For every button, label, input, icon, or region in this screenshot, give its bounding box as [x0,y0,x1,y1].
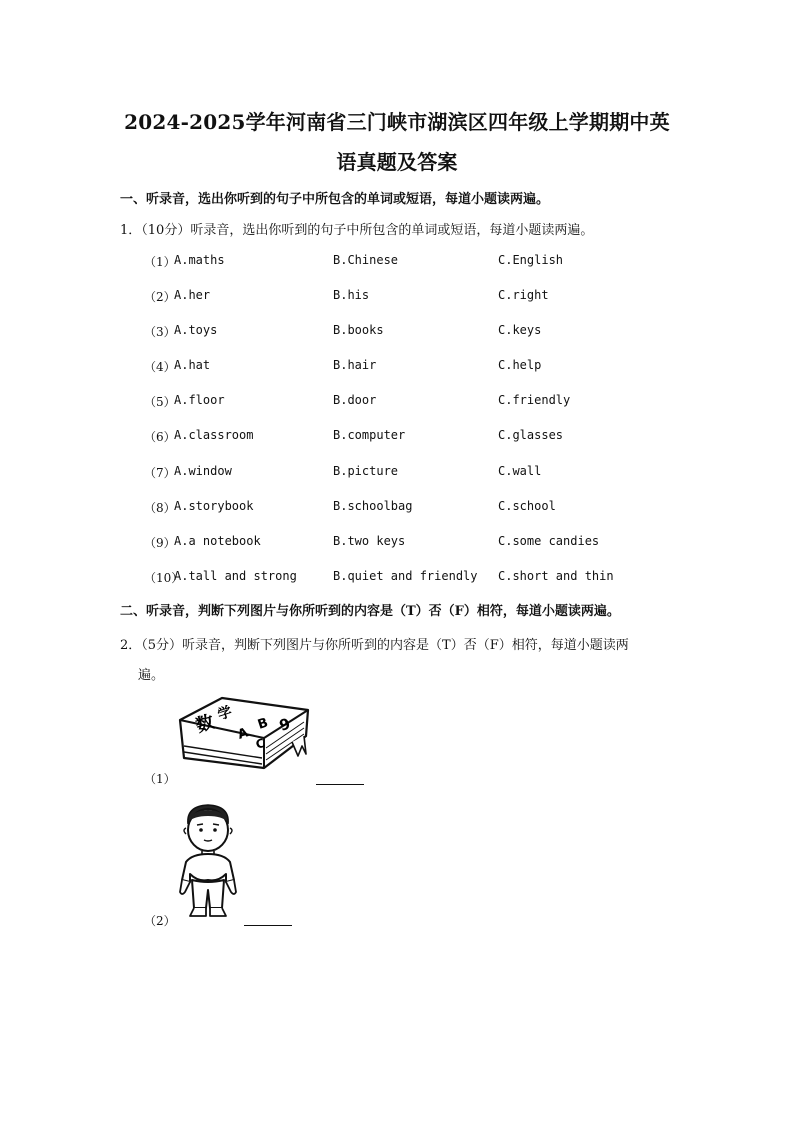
option-c: C.wall [498,464,542,478]
option-row [0,428,794,446]
option-b: B.Chinese [333,253,399,267]
option-row [0,323,794,341]
item-number: （2） [144,290,176,304]
option-c: C.right [498,288,549,302]
option-b: B.picture [333,464,399,478]
option-c: C.friendly [498,393,571,407]
book-text-char: 数 [193,711,217,737]
book-text-char: C [254,735,267,752]
question-2-text: 2．（5分）听录音，判断下列图片与你所听到的内容是（T）否（F）相符，每道小题读两 [120,638,629,653]
option-a: A.window [174,464,232,478]
option-row [0,253,794,271]
option-b: B.schoolbag [333,499,413,513]
item-number: （7） [144,466,176,480]
option-c: C.English [498,253,564,267]
option-b: B.quiet and friendly [333,569,478,583]
option-a: A.hat [174,358,211,372]
option-a: A.toys [174,323,218,337]
section-1-heading: 一、听录音，选出你听到的句子中所包含的单词或短语，每道小题读两遍。 [120,192,550,207]
item-number: （10） [144,571,184,585]
book-text-char: A [236,725,251,743]
option-a: A.storybook [174,499,254,513]
option-c: C.glasses [498,428,564,442]
picture-2-label: （2） [144,914,176,928]
boy-icon [172,802,244,922]
option-row [0,464,794,482]
option-a: A.maths [174,253,225,267]
option-row [0,534,794,552]
page-title-line-2: 语真题及答案 [336,150,458,174]
option-b: B.books [333,323,384,337]
item-number: （3） [144,325,176,339]
option-a: A.a notebook [174,534,261,548]
book-text-char: B [256,715,271,733]
option-c: C.some candies [498,534,600,548]
option-row [0,499,794,517]
item-number: （4） [144,360,176,374]
option-b: B.his [333,288,370,302]
option-row [0,393,794,411]
section-2-heading: 二、听录音，判断下列图片与你所听到的内容是（T）否（F）相符，每道小题读两遍。 [120,604,620,619]
option-b: B.door [333,393,377,407]
option-a: A.classroom [174,428,254,442]
item-number: （8） [144,501,176,515]
item-number: （6） [144,430,176,444]
option-b: B.two keys [333,534,406,548]
option-c: C.keys [498,323,542,337]
option-c: C.short and thin [498,569,614,583]
answer-blank-2[interactable] [244,925,292,926]
book-icon [176,694,316,778]
item-number: （5） [144,395,176,409]
picture-1-label: （1） [144,772,176,786]
item-number: （1） [144,255,176,269]
option-c: C.help [498,358,542,372]
page-title-line-1: 2024-2025学年河南省三门峡市湖滨区四年级上学期期中英 [124,110,670,134]
option-a: A.her [174,288,211,302]
option-b: B.computer [333,428,406,442]
option-a: A.floor [174,393,225,407]
option-b: B.hair [333,358,377,372]
option-c: C.school [498,499,556,513]
option-a: A.tall and strong [174,569,297,583]
option-row [0,569,794,587]
answer-blank-1[interactable] [316,784,364,785]
book-text-char: 9 [277,714,293,735]
item-number: （9） [144,536,176,550]
option-row [0,358,794,376]
option-row [0,288,794,306]
question-2-text-continued: 遍。 [138,668,165,683]
book-text-char: 学 [215,703,235,724]
question-1-text: 1．（10分）听录音，选出你听到的句子中所包含的单词或短语，每道小题读两遍。 [120,223,594,238]
